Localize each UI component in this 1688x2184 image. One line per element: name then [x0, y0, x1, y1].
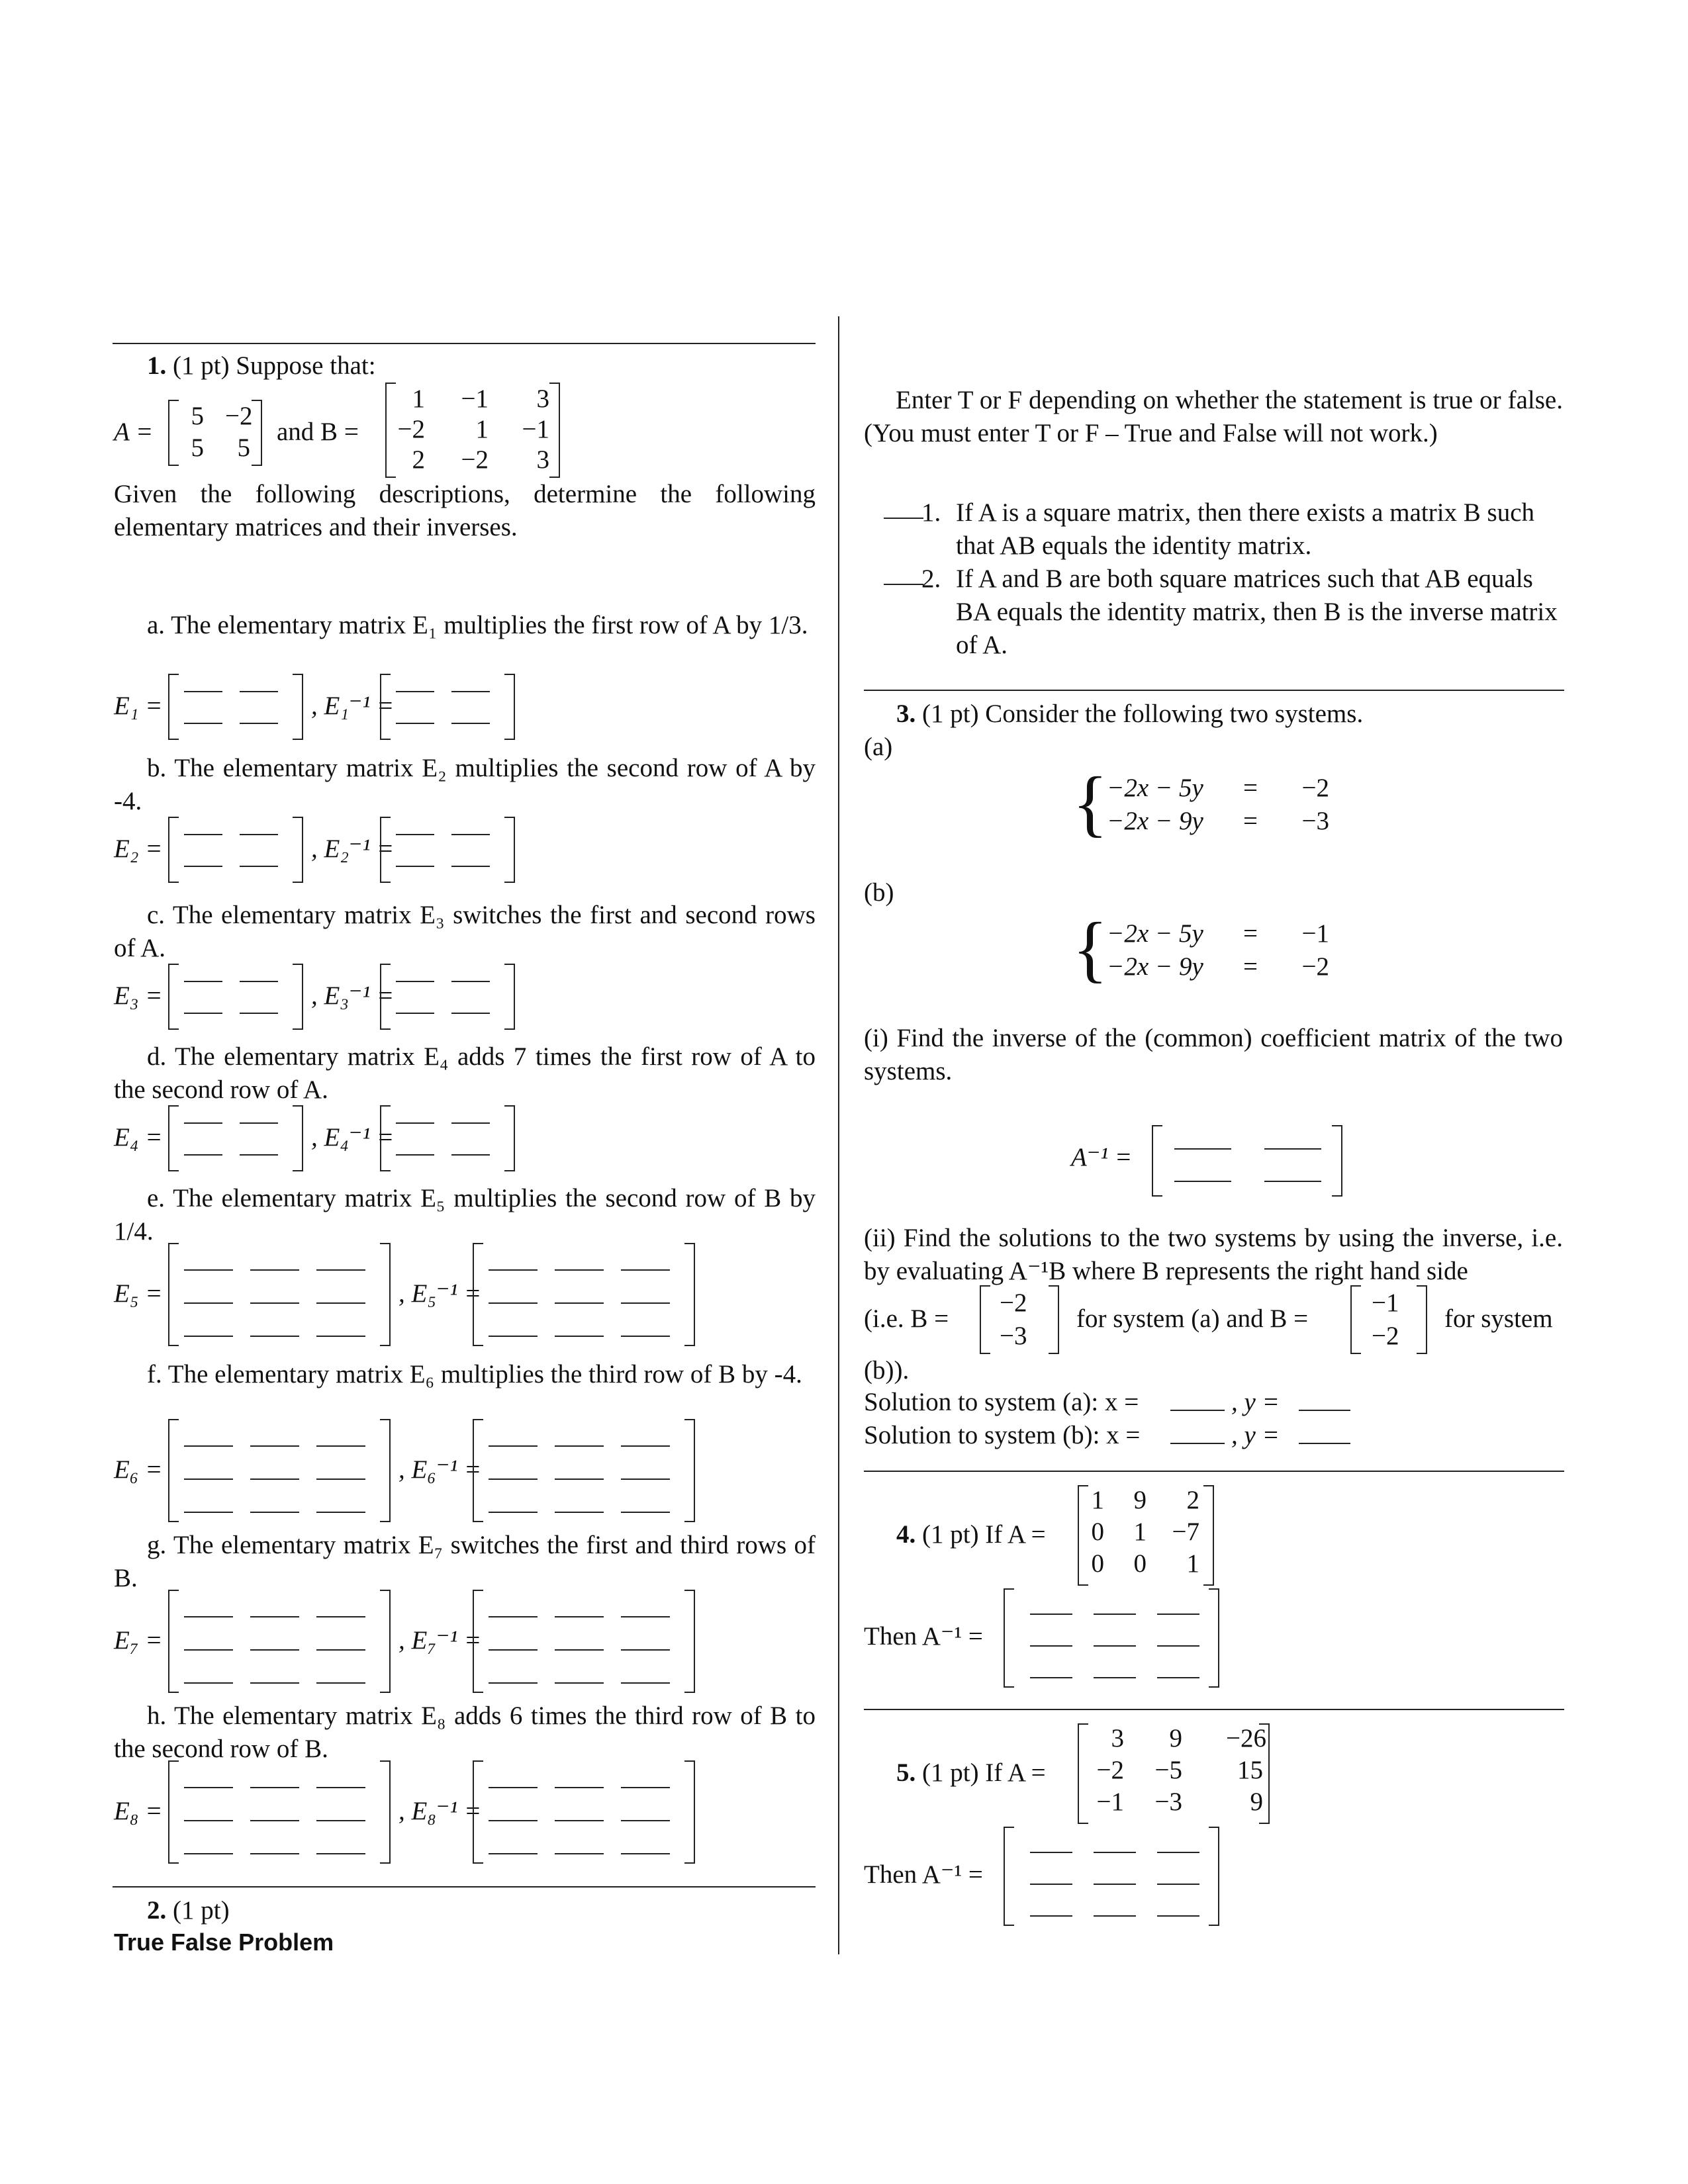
part-0-E-entry[interactable]	[184, 691, 222, 692]
part-6-Einv-entry[interactable]	[555, 1682, 604, 1684]
part-7-Einv-right-bracket	[684, 1760, 695, 1864]
Ba-right-bracket	[1049, 1285, 1059, 1354]
problem1-number: 1.	[147, 351, 167, 380]
matrix-B-entry: −1	[461, 385, 489, 413]
part-2-Einv-right-bracket	[504, 964, 515, 1030]
part-7-E-entry[interactable]	[316, 1820, 365, 1821]
part-7-Einv-entry[interactable]	[489, 1820, 538, 1821]
part-6-Einv-entry[interactable]	[621, 1682, 670, 1684]
solution-b-y-input[interactable]	[1299, 1443, 1350, 1444]
problem5-A-entry: 3	[1111, 1724, 1124, 1752]
part-4-Einv-entry[interactable]	[621, 1269, 670, 1271]
system-a-brace: {	[1072, 762, 1108, 844]
problem5-inverse-entry[interactable]	[1094, 1852, 1136, 1853]
part-3-description: d. The elementary matrix E₄ adds 7 times the first row of A to the second row of A.	[114, 1042, 816, 1104]
part-7-E-entry[interactable]	[184, 1820, 233, 1821]
part-0-Einv-entry[interactable]	[396, 691, 434, 692]
part-3-Einv-entry[interactable]	[396, 1122, 434, 1124]
problem4-points: (1 pt) If A =	[922, 1520, 1046, 1549]
problem3-part-ii: (ii) Find the solutions to the two systems by using the inverse, i.e. by evaluating A⁻¹B where B represents the right hand side	[864, 1224, 1563, 1285]
A-inverse-entry-11[interactable]	[1174, 1148, 1231, 1150]
part-5-description: f. The elementary matrix E₆ multiplies the third row of B by -4.	[147, 1360, 802, 1388]
problem3-points: (1 pt) Consider the following two systems.	[922, 700, 1364, 728]
part-4-Einv-entry[interactable]	[555, 1302, 604, 1304]
part-4-E-entry[interactable]	[184, 1269, 233, 1271]
part-0-E-label: E₁ =	[114, 692, 163, 720]
part-3-E-entry[interactable]	[184, 1122, 222, 1124]
problem4-A-entry: 0	[1133, 1549, 1147, 1578]
problem5-rule	[864, 1709, 1564, 1710]
Bb-entry-1: −1	[1372, 1289, 1399, 1317]
problem3-header	[896, 698, 1363, 731]
part-6-Einv-label: , E₇⁻¹ =	[399, 1626, 482, 1655]
part-1-Einv-right-bracket	[504, 817, 515, 883]
Ba-entry-2: −3	[1000, 1322, 1027, 1350]
part-5-Einv-label: , E₆⁻¹ =	[399, 1455, 482, 1484]
part-6-E-entry[interactable]	[250, 1682, 299, 1684]
for-system-label: for system	[1444, 1304, 1553, 1333]
part-7-Einv-entry[interactable]	[555, 1853, 604, 1854]
matrix-B-entry: 3	[536, 385, 549, 413]
part-5-E-entry[interactable]	[316, 1479, 365, 1480]
problem1-points: (1 pt) Suppose that:	[173, 351, 376, 380]
part-0-E-entry[interactable]	[240, 691, 278, 692]
part-4-E-entry[interactable]	[184, 1336, 233, 1337]
part-4-Einv-label: , E₅⁻¹ =	[399, 1279, 482, 1308]
part-6-E-entry[interactable]	[316, 1649, 365, 1651]
part-5-Einv-entry[interactable]	[555, 1445, 604, 1447]
part-2-E-entry[interactable]	[184, 981, 222, 982]
part-6-Einv-entry[interactable]	[621, 1649, 670, 1651]
matrix-A-entry: 5	[237, 433, 250, 462]
tf-item-1-number: 1.	[921, 498, 941, 527]
part-3-E-entry[interactable]	[240, 1154, 278, 1156]
solution-a-y-input[interactable]	[1299, 1410, 1350, 1411]
part-1-E-right-bracket	[293, 817, 303, 883]
system-equation-rhs: −2	[1301, 952, 1329, 981]
part-4-Einv-left-bracket	[473, 1243, 483, 1346]
problem5-inverse-entry[interactable]	[1030, 1915, 1072, 1917]
part-2-Einv-entry[interactable]	[451, 1013, 490, 1014]
matrix-B-entry: 2	[412, 445, 425, 474]
part-4-E-entry[interactable]	[250, 1336, 299, 1337]
part-7-Einv-entry[interactable]	[621, 1853, 670, 1854]
problem4-inverse-entry[interactable]	[1094, 1677, 1136, 1678]
problem4-inverse-entry[interactable]	[1030, 1677, 1072, 1678]
tf-answer-1[interactable]	[884, 518, 923, 519]
part-2-E-right-bracket	[293, 964, 303, 1030]
solution-a-x-input[interactable]	[1170, 1410, 1225, 1411]
part-6-Einv-entry[interactable]	[621, 1616, 670, 1617]
part-5-E-entry[interactable]	[316, 1445, 365, 1447]
problem5-inverse-entry[interactable]	[1157, 1852, 1199, 1853]
problem5-A-entry: −5	[1154, 1756, 1182, 1784]
part-4-Einv-entry[interactable]	[555, 1269, 604, 1271]
part-3-E-label: E₄ =	[114, 1123, 163, 1152]
part-5-Einv-entry[interactable]	[621, 1445, 670, 1447]
part-5-E-right-bracket	[380, 1419, 391, 1522]
part-2-description: c. The elementary matrix E₃ switches the first and second rows of A.	[114, 901, 816, 962]
problem5-inverse-entry[interactable]	[1094, 1884, 1136, 1885]
part-7-E-right-bracket	[380, 1760, 391, 1864]
part-1-Einv-label: , E₂⁻¹ =	[311, 835, 395, 863]
system-equation-lhs: −2x − 9y	[1107, 807, 1203, 835]
part-7-E-entry[interactable]	[250, 1820, 299, 1821]
tf-item-2-text: If A and B are both square matrices such that AB equals BA equals the identity matrix, then B is the inverse matrix of A.	[956, 565, 1558, 659]
b-close-label: (b)).	[864, 1356, 910, 1385]
system-equation-lhs: −2x − 9y	[1107, 952, 1203, 981]
part-3-Einv-right-bracket	[504, 1105, 515, 1171]
part-6-E-label: E₇ =	[114, 1626, 163, 1655]
problem4-inverse-entry[interactable]	[1030, 1614, 1072, 1615]
part-6-Einv-entry[interactable]	[555, 1616, 604, 1617]
Bb-left-bracket	[1350, 1285, 1361, 1354]
part-0-Einv-right-bracket	[504, 674, 515, 740]
part-5-Einv-entry[interactable]	[489, 1445, 538, 1447]
part-5-E-entry[interactable]	[316, 1512, 365, 1513]
part-2-E-entry[interactable]	[184, 1013, 222, 1014]
problem5-A-entry: −26	[1226, 1724, 1266, 1752]
part-4-E-entry[interactable]	[250, 1302, 299, 1304]
A-inverse-entry-21[interactable]	[1174, 1181, 1231, 1182]
part-4-Einv-entry[interactable]	[621, 1336, 670, 1337]
part-3-E-entry[interactable]	[184, 1154, 222, 1156]
problem5-inverse-right-bracket	[1209, 1827, 1219, 1926]
problem5-inverse-entry[interactable]	[1030, 1884, 1072, 1885]
part-5-Einv-entry[interactable]	[555, 1512, 604, 1513]
part-3-Einv-entry[interactable]	[396, 1154, 434, 1156]
part-7-Einv-entry[interactable]	[489, 1787, 538, 1788]
part-1-Einv-left-bracket	[380, 817, 391, 883]
part-5-Einv-entry[interactable]	[489, 1479, 538, 1480]
problem4-header	[896, 1518, 1046, 1551]
problem5-number: 5.	[896, 1758, 916, 1787]
problem5-inverse-entry[interactable]	[1030, 1852, 1072, 1853]
part-0-Einv-label: , E₁⁻¹ =	[311, 692, 395, 720]
part-5-Einv-entry[interactable]	[555, 1479, 604, 1480]
problem4-A-entry: 1	[1186, 1549, 1199, 1578]
part-2-Einv-left-bracket	[380, 964, 391, 1030]
part-7-E-entry[interactable]	[184, 1787, 233, 1788]
part-1-E-label: E₂ =	[114, 835, 163, 863]
problem5-inverse-left-bracket	[1004, 1827, 1014, 1926]
problem5-A-entry: −3	[1154, 1788, 1182, 1816]
Ba-left-bracket	[980, 1285, 990, 1354]
part-4-E-entry[interactable]	[316, 1302, 365, 1304]
part-7-Einv-entry[interactable]	[489, 1853, 538, 1854]
problem4-rule	[864, 1471, 1564, 1472]
problem4-inverse-entry[interactable]	[1030, 1645, 1072, 1647]
part-0-E-left-bracket	[168, 674, 179, 740]
part-4-Einv-entry[interactable]	[489, 1336, 538, 1337]
part-1-Einv-entry[interactable]	[451, 834, 490, 835]
part-4-E-entry[interactable]	[316, 1336, 365, 1337]
problem4-inverse-right-bracket	[1209, 1588, 1219, 1688]
A-inverse-entry-12[interactable]	[1264, 1148, 1321, 1150]
part-0-Einv-entry[interactable]	[451, 691, 490, 692]
part-2-Einv-entry[interactable]	[396, 1013, 434, 1014]
matrix-B-entry: −1	[522, 415, 549, 443]
part-4-E-entry[interactable]	[316, 1269, 365, 1271]
part-3-E-left-bracket	[168, 1105, 179, 1171]
part-5-E-entry[interactable]	[250, 1512, 299, 1513]
part-1-Einv-entry[interactable]	[396, 866, 434, 867]
problem4-inverse-entry[interactable]	[1157, 1614, 1199, 1615]
part-2-E-left-bracket	[168, 964, 179, 1030]
matrix-A-left-bracket	[168, 400, 179, 466]
part-4-Einv-entry[interactable]	[621, 1302, 670, 1304]
part-6-Einv-entry[interactable]	[489, 1616, 538, 1617]
system-equation-rhs: −2	[1301, 774, 1329, 802]
problem4-inverse-entry[interactable]	[1157, 1677, 1199, 1678]
problem5-then-label: Then A⁻¹ =	[864, 1860, 983, 1889]
problem4-A-entry: 1	[1133, 1518, 1147, 1546]
problem3-number: 3.	[896, 700, 916, 728]
part-7-E-label: E₈ =	[114, 1797, 163, 1825]
part-0-E-right-bracket	[293, 674, 303, 740]
problem4-number: 4.	[896, 1520, 916, 1549]
part-4-E-right-bracket	[380, 1243, 391, 1346]
part-5-E-label: E₆ =	[114, 1455, 163, 1484]
problem5-header	[896, 1756, 1046, 1790]
problem1-header	[147, 349, 376, 383]
part-7-E-entry[interactable]	[316, 1853, 365, 1854]
part-2-E-label: E₃ =	[114, 981, 163, 1010]
part-6-E-right-bracket	[380, 1590, 391, 1693]
part-7-Einv-entry[interactable]	[621, 1820, 670, 1821]
part-0-description: a. The elementary matrix E₁ multiplies the first row of A by 1/3.	[147, 611, 808, 639]
part-5-E-entry[interactable]	[250, 1445, 299, 1447]
matrix-B-entry: −2	[397, 415, 425, 443]
problem1-intro: Given the following descriptions, determine the following elementary matrices and their inverses.	[114, 480, 816, 541]
system-equation-rhs: −1	[1301, 919, 1329, 948]
part-3-Einv-left-bracket	[380, 1105, 391, 1171]
system-b-label: (b)	[864, 878, 894, 907]
problem5-A-entry: −2	[1096, 1756, 1124, 1784]
part-2-Einv-label: , E₃⁻¹ =	[311, 981, 395, 1010]
part-0-E-entry[interactable]	[184, 723, 222, 724]
part-6-Einv-entry[interactable]	[489, 1649, 538, 1651]
problem1-rule	[113, 343, 816, 344]
matrix-A-entry: 5	[191, 402, 204, 430]
problem5-inverse-entry[interactable]	[1094, 1915, 1136, 1917]
part-6-E-entry[interactable]	[184, 1682, 233, 1684]
matrix-B-entry: −2	[461, 445, 489, 474]
problem4-inverse-entry[interactable]	[1157, 1645, 1199, 1647]
part-0-Einv-entry[interactable]	[396, 723, 434, 724]
problem2-points: (1 pt)	[173, 1896, 230, 1925]
problem5-inverse-entry[interactable]	[1157, 1915, 1199, 1917]
part-0-E-entry[interactable]	[240, 723, 278, 724]
system-equation-equals: =	[1243, 919, 1258, 948]
Bb-right-bracket	[1417, 1285, 1427, 1354]
part-5-E-entry[interactable]	[184, 1479, 233, 1480]
part-6-E-left-bracket	[168, 1590, 179, 1693]
part-7-Einv-entry[interactable]	[621, 1787, 670, 1788]
ie-B-label: (i.e. B =	[864, 1304, 949, 1333]
system-equation-lhs: −2x − 5y	[1107, 919, 1203, 948]
and-B-label: and B =	[277, 418, 359, 446]
part-3-E-right-bracket	[293, 1105, 303, 1171]
problem5-points: (1 pt) If A =	[922, 1758, 1046, 1787]
part-7-Einv-entry[interactable]	[555, 1787, 604, 1788]
part-6-E-entry[interactable]	[184, 1649, 233, 1651]
part-5-E-left-bracket	[168, 1419, 179, 1522]
part-2-Einv-entry[interactable]	[451, 981, 490, 982]
system-b-brace: {	[1072, 908, 1108, 990]
problem5-A-entry: 9	[1250, 1788, 1263, 1816]
problem4-A-entry: 0	[1091, 1549, 1104, 1578]
part-6-Einv-left-bracket	[473, 1590, 483, 1693]
part-4-Einv-right-bracket	[684, 1243, 695, 1346]
problem4-A-entry: 9	[1133, 1486, 1147, 1514]
matrix-A-entry: −2	[225, 402, 253, 430]
part-6-Einv-entry[interactable]	[555, 1649, 604, 1651]
problem5-A-entry: 15	[1237, 1756, 1263, 1784]
problem3-part-i: (i) Find the inverse of the (common) coefficient matrix of the two systems.	[864, 1024, 1563, 1085]
problem4-A-entry: 1	[1091, 1486, 1104, 1514]
part-5-Einv-left-bracket	[473, 1419, 483, 1522]
problem2-number: 2.	[147, 1896, 167, 1925]
part-0-Einv-entry[interactable]	[451, 723, 490, 724]
part-7-Einv-label: , E₈⁻¹ =	[399, 1797, 482, 1825]
system-equation-lhs: −2x − 5y	[1107, 774, 1203, 802]
part-1-description: b. The elementary matrix E₂ multiplies the second row of A by -4.	[114, 754, 816, 815]
problem2-rule	[113, 1886, 816, 1888]
part-7-Einv-left-bracket	[473, 1760, 483, 1864]
part-2-E-entry[interactable]	[240, 981, 278, 982]
Bb-entry-2: −2	[1372, 1322, 1399, 1350]
problem4-inverse-entry[interactable]	[1094, 1645, 1136, 1647]
part-2-Einv-entry[interactable]	[396, 981, 434, 982]
part-6-E-entry[interactable]	[316, 1682, 365, 1684]
system-a-label: (a)	[864, 733, 893, 761]
part-6-E-entry[interactable]	[316, 1616, 365, 1617]
part-2-E-entry[interactable]	[240, 1013, 278, 1014]
system-equation-equals: =	[1243, 774, 1258, 802]
system-equation-equals: =	[1243, 952, 1258, 981]
part-1-E-entry[interactable]	[184, 834, 222, 835]
problem5-A-entry: −1	[1096, 1788, 1124, 1816]
A-inverse-label: A⁻¹ =	[1071, 1143, 1133, 1171]
part-4-E-left-bracket	[168, 1243, 179, 1346]
problem5-A-entry: 9	[1169, 1724, 1182, 1752]
Ba-entry-1: −2	[1000, 1289, 1027, 1317]
problem4-inverse-entry[interactable]	[1094, 1614, 1136, 1615]
part-4-E-entry[interactable]	[250, 1269, 299, 1271]
matrix-B-entry: 1	[412, 385, 425, 413]
problem4-inverse-left-bracket	[1004, 1588, 1014, 1688]
part-3-Einv-label: , E₄⁻¹ =	[311, 1123, 395, 1152]
part-7-Einv-entry[interactable]	[555, 1820, 604, 1821]
A-inverse-left-bracket	[1152, 1125, 1162, 1197]
problem2-subtitle: True False Problem	[114, 1929, 334, 1956]
part-4-E-label: E₅ =	[114, 1279, 163, 1308]
part-6-description: g. The elementary matrix E₇ switches the first and third rows of B.	[114, 1531, 816, 1592]
part-3-Einv-entry[interactable]	[451, 1122, 490, 1124]
part-5-Einv-entry[interactable]	[621, 1479, 670, 1480]
problem4-then-label: Then A⁻¹ =	[864, 1622, 983, 1651]
part-3-E-entry[interactable]	[240, 1122, 278, 1124]
part-6-E-entry[interactable]	[184, 1616, 233, 1617]
for-a-and-label: for system (a) and B =	[1076, 1304, 1309, 1333]
solution-b-y-label: , y =	[1231, 1421, 1280, 1449]
problem4-A-right-bracket	[1203, 1485, 1214, 1586]
part-7-description: h. The elementary matrix E₈ adds 6 times the third row of B to the second row of B.	[114, 1702, 816, 1763]
system-equation-equals: =	[1243, 807, 1258, 835]
part-1-E-entry[interactable]	[184, 866, 222, 867]
part-0-Einv-left-bracket	[380, 674, 391, 740]
part-6-Einv-entry[interactable]	[489, 1682, 538, 1684]
part-5-E-entry[interactable]	[250, 1479, 299, 1480]
column-divider	[838, 316, 839, 1954]
problem4-A-entry: −7	[1172, 1518, 1199, 1546]
A-inverse-right-bracket	[1332, 1125, 1342, 1197]
part-4-description: e. The elementary matrix E₅ multiplies the second row of B by 1/4.	[114, 1184, 816, 1246]
part-7-E-left-bracket	[168, 1760, 179, 1864]
problem2-header	[147, 1894, 230, 1927]
tf-item-1-text: If A is a square matrix, then there exists a matrix B such that AB equals the identity matrix.	[956, 498, 1535, 560]
part-1-E-entry[interactable]	[240, 866, 278, 867]
system-equation-rhs: −3	[1301, 807, 1329, 835]
part-1-Einv-entry[interactable]	[396, 834, 434, 835]
part-5-E-entry[interactable]	[184, 1512, 233, 1513]
part-4-Einv-entry[interactable]	[489, 1302, 538, 1304]
matrix-A-right-bracket	[252, 400, 262, 466]
part-5-Einv-right-bracket	[684, 1419, 695, 1522]
part-1-Einv-entry[interactable]	[451, 866, 490, 867]
part-5-Einv-entry[interactable]	[621, 1512, 670, 1513]
part-4-E-entry[interactable]	[184, 1302, 233, 1304]
part-5-Einv-entry[interactable]	[489, 1512, 538, 1513]
part-4-Einv-entry[interactable]	[555, 1336, 604, 1337]
part-1-E-left-bracket	[168, 817, 179, 883]
tf-item-2-number: 2.	[921, 565, 941, 593]
part-4-Einv-entry[interactable]	[489, 1269, 538, 1271]
problem2-instructions: Enter T or F depending on whether the statement is true or false. (You must enter T or F – True and False will not work.)	[864, 386, 1563, 447]
part-7-E-entry[interactable]	[250, 1787, 299, 1788]
part-7-E-entry[interactable]	[184, 1853, 233, 1854]
solution-a-y-label: , y =	[1231, 1388, 1280, 1416]
matrix-B-right-bracket	[549, 383, 560, 478]
tf-answer-2[interactable]	[884, 584, 923, 585]
part-5-E-entry[interactable]	[184, 1445, 233, 1447]
part-3-Einv-entry[interactable]	[451, 1154, 490, 1156]
matrix-A-label: A =	[114, 418, 154, 446]
part-7-E-entry[interactable]	[316, 1787, 365, 1788]
problem4-A-entry: 0	[1091, 1518, 1104, 1546]
problem5-inverse-entry[interactable]	[1157, 1884, 1199, 1885]
problem3-rule	[864, 690, 1564, 691]
A-inverse-entry-22[interactable]	[1264, 1181, 1321, 1182]
matrix-A-entry: 5	[191, 433, 204, 462]
matrix-B-entry: 3	[536, 445, 549, 474]
solution-b-x-input[interactable]	[1170, 1443, 1225, 1444]
solution-b-label: Solution to system (b): x =	[864, 1421, 1141, 1449]
part-6-Einv-right-bracket	[684, 1590, 695, 1693]
problem4-A-entry: 2	[1186, 1486, 1199, 1514]
part-6-E-entry[interactable]	[250, 1649, 299, 1651]
part-7-E-entry[interactable]	[250, 1853, 299, 1854]
part-1-E-entry[interactable]	[240, 834, 278, 835]
solution-a-label: Solution to system (a): x =	[864, 1388, 1139, 1416]
part-6-E-entry[interactable]	[250, 1616, 299, 1617]
matrix-B-entry: 1	[475, 415, 489, 443]
